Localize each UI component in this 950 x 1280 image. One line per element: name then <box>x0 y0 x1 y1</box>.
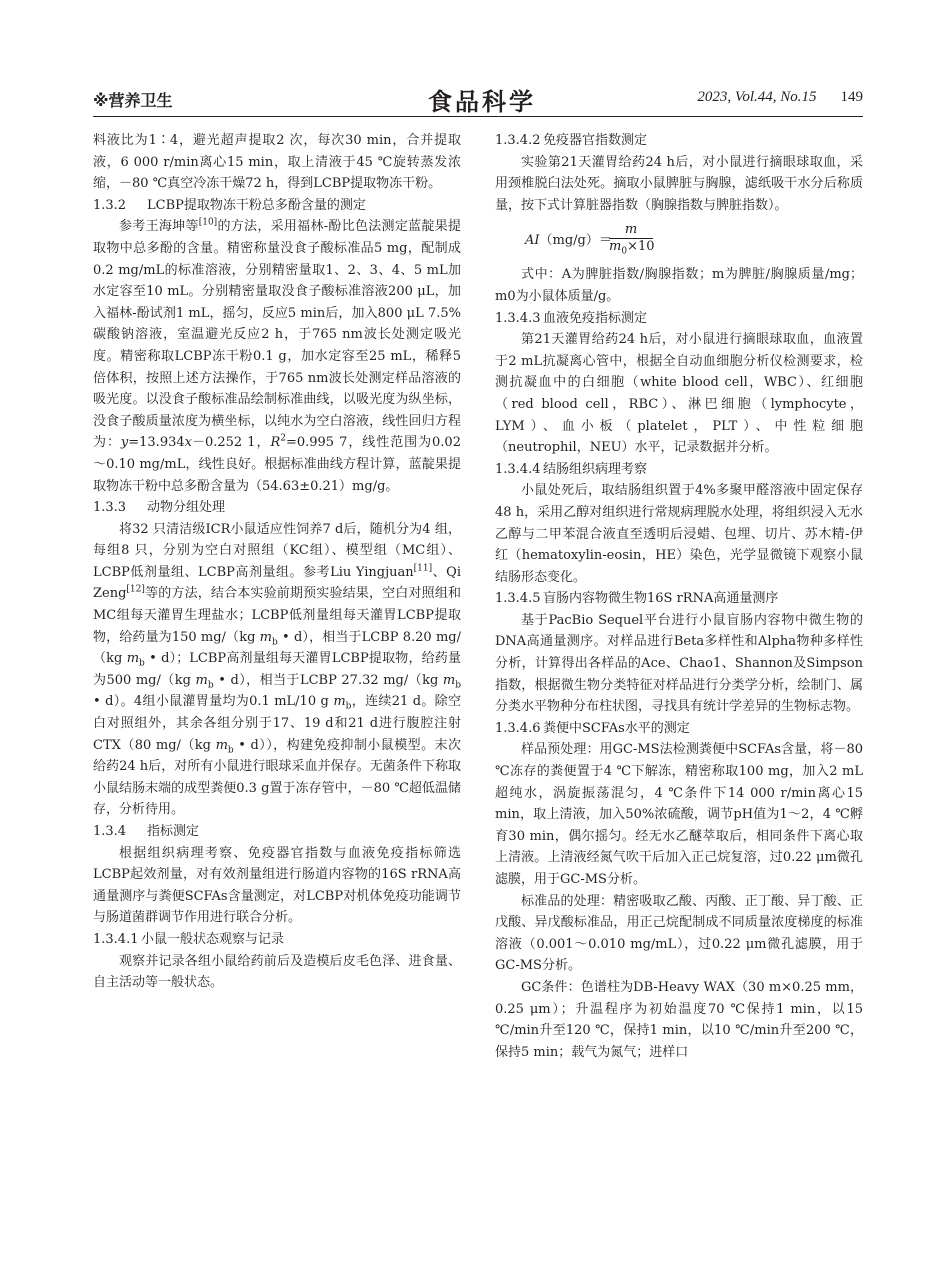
text-run: 、Qi Zeng <box>93 564 461 602</box>
text-run: （mg/g）＝ <box>539 233 612 249</box>
section-heading-1-3-2 <box>93 195 461 217</box>
heading-text: 盲肠内容物微生物16S rRNA高通量测序 <box>543 591 779 607</box>
paragraph: 小鼠处死后，取结肠组织置于4%多聚甲醛溶液中固定保存48 h，采用乙醇对组织进行常规病理脱水处理，将组织浸入无水乙醇与二甲苯混合液直至透明后浸蜡、包埋、切片、苏木精-伊红（hematoxylin-eosin，HE）染色，光学显微镜下观察小鼠结肠形态变化。 <box>495 483 863 585</box>
text-run: • d）。4组小鼠灌胃量均为0.1 mL/10 g <box>93 694 334 710</box>
text-run: • d），相当于LCBP 8.20 mg/（kg <box>93 629 461 667</box>
var-x: x <box>184 435 192 451</box>
paragraph: 样品预处理：用GC-MS法检测粪便中SCFAs含量，将－80 ℃冻存的粪便置于4 ℃下解冻，精密称取100 mg，加入2 mL超纯水，涡旋振荡混匀，4 ℃条件下14 000 r/min离心15 min，取上清液，加入50%浓硫酸，调节pH值为1～2，4 ℃孵育30 min，偶尔摇匀。经无水乙醚萃取后，相同条件下离心取上清液。上清液经氮气吹干后加入正己烷复溶，过0.22 μm微孔滤膜，用于GC-MS分析。 <box>495 742 863 887</box>
heading-number: 1.3.4.6 <box>495 720 541 736</box>
citation: [12] <box>126 585 145 596</box>
citation: [11] <box>413 563 433 574</box>
volume-info: 2023, Vol.44, No.15 <box>697 89 817 105</box>
text-run: 将32 只清洁级ICR小鼠适应性饲养7 d后，随机分为4 组，每组8 只，分别为空白对照组（KC组）、模型组（MC组）、LCBP低剂量组、LCBP高剂量组。参考Liu Yingjuan <box>93 521 461 580</box>
paragraph: 实验第21天灌胃给药24 h后，对小鼠进行摘眼球取血，采用颈椎脱臼法处死。摘取小鼠脾脏与胸腺，滤纸吸干水分后称质量，按下式计算脏器指数（胸腺指数与脾脏指数）。 <box>495 154 863 213</box>
subscript: 0 <box>621 246 628 257</box>
var-y: y <box>120 435 129 451</box>
text-run: 等的方法，结合本实验前期预实验结果，空白对照组和MC组每天灌胃生理盐水；LCBP低剂量组每天灌胃LCBP提取物，给药量为150 mg/（kg <box>93 586 461 645</box>
text-run: • d）），构建免疫抑制小鼠模型。末次给药24 h后，对所有小鼠进行眼球采血并保存。无菌条件下称取小鼠结肠末端的成型粪便0.3 g置于冻存管中，－80 ℃超低温储存，分析待用。 <box>93 737 461 818</box>
section-heading-1-3-4-1 <box>93 929 461 951</box>
heading-text: 指标测定 <box>147 824 200 839</box>
subscript: b <box>207 680 214 691</box>
header-rule <box>93 116 863 117</box>
page-header <box>93 84 863 114</box>
text-run: =13.934 <box>128 435 185 451</box>
paragraph: 根据组织病理考察、免疫器官指数与血液免疫指标筛选LCBP起效剂量，对有效剂量组进行肠道内容物的16S rRNA高通量测序与粪便SCFAs含量测定，对LCBP对机体免疫功能调节与肠道菌群调节作用进行联合分析。 <box>93 845 461 926</box>
heading-text: 结肠组织病理考察 <box>543 461 648 477</box>
heading-text: LCBP提取物冻干粉总多酚含量的测定 <box>147 197 366 213</box>
heading-text: 小鼠一般状态观察与记录 <box>141 931 285 947</box>
heading-text: 血液免疫指标测定 <box>543 310 648 326</box>
section-heading-1-3-4-3 <box>495 308 863 330</box>
citation: [10] <box>198 218 218 229</box>
section-heading-1-3-4-4 <box>495 459 863 481</box>
paragraph: 式中：A为脾脏指数/胸腺指数；m为脾脏/胸腺质量/mg；m0为小鼠体质量/g。 <box>495 267 863 304</box>
var-m: m <box>333 694 346 710</box>
heading-number: 1.3.3 <box>93 500 127 516</box>
right-column <box>495 130 863 1063</box>
section-heading-1-3-4-5 <box>495 588 863 610</box>
journal-title: 食品科学 <box>428 88 536 116</box>
paragraph: 第21天灌胃给药24 h后，对小鼠进行摘眼球取血，血液置于2 mL抗凝离心管中，根据全自动血细胞分析仪检测要求，检测抗凝血中的白细胞（white blood cell，WBC）、红细胞（red blood cell，RBC）、淋巴细胞（lymphocyte，LYM）、血小板（platelet，PLT）、中性粒细胞（neutrophil，NEU）水平，记录数据并分析。 <box>495 332 863 456</box>
text-run: • d）；LCBP高剂量组每天灌胃LCBP提取物，给药量为500 mg/（kg <box>93 651 461 688</box>
var-m: m <box>126 651 140 667</box>
text-run: 参考王海坤等 <box>119 219 199 235</box>
subscript: b <box>272 637 278 648</box>
subscript: b <box>227 745 234 756</box>
organ-index-formula <box>525 222 863 258</box>
text-run: =0.995 7，线性范围为0.02～0.10 mg/mL，线性良好。根据标准曲线方程计算，蓝靛果提取物冻干粉中总多酚含量为（54.63±0.21）mg/g。 <box>93 435 461 494</box>
var-m: m <box>442 672 456 688</box>
text-run: ×10 <box>627 239 655 255</box>
text-run: 的方法，采用福林-酚比色法测定蓝靛果提取物中总多酚的含量。精密称量没食子酸标准品5 mg，配制成0.2 mg/mL的标准溶液，分别精密量取1、2、3、4、5 mL加水定容至10 mL。分别精密量取没食子酸标准溶液200 μL，加入福林-酚试剂1 mL，摇匀，反应5 min后，加入800 μL 7.5%碳酸钠溶液，室温避光反应2 h，于765 nm波长处测定吸光度。精密称取LCBP冻干粉0.1 g，加水定容至25 mL，稀释5 倍体积，按照上述方法操作，于765 nm波长处测定样品溶液的吸光度。以没食子酸标准品绘制标准曲线，以吸光度为纵坐标，没食子酸质量浓度为横坐标，以纯水为空白溶液，线性回归方程为： <box>93 219 461 451</box>
text-run: ，连续21 d。除空白对照组外，其余各组分别于17、19 d和21 d进行腹腔注射CTX（80 mg/（kg <box>93 694 461 753</box>
var-m: m <box>259 629 272 645</box>
var-m: m <box>215 737 228 753</box>
formula-fraction <box>609 222 653 255</box>
heading-number: 1.3.4.4 <box>495 461 541 477</box>
heading-number: 1.3.4.2 <box>495 133 541 148</box>
heading-text: 粪便中SCFAs水平的测定 <box>543 720 690 736</box>
page-number: 149 <box>840 89 863 105</box>
left-column <box>93 130 461 994</box>
heading-number: 1.3.4 <box>93 824 127 839</box>
section-label: ※营养卫生 <box>93 91 173 110</box>
section-heading-1-3-4 <box>93 821 461 843</box>
subscript: b <box>455 680 461 691</box>
paragraph: 基于PacBio Sequel平台进行小鼠盲肠内容物中微生物的DNA高通量测序。对样品进行Beta多样性和Alpha物种多样性分析，计算得出各样品的Ace、Chao1、Shannon及Simpson指数，根据微生物分类特征对样品进行分类学分析，绘制门、属分类水平物种分布柱状图，寻找具有统计学差异的生物标志物。 <box>495 612 863 715</box>
paragraph: 观察并记录各组小鼠给药前后及造模后皮毛色泽、进食量、自主活动等一般状态。 <box>93 953 461 991</box>
formula-lhs <box>525 230 612 252</box>
heading-text: 动物分组处理 <box>147 500 226 516</box>
numerator: m <box>609 222 653 239</box>
heading-number: 1.3.4.3 <box>495 310 541 326</box>
var-m: m <box>195 672 208 688</box>
paragraph <box>93 519 461 821</box>
subscript: b <box>139 658 145 669</box>
text-run: • d），相当于LCBP 27.32 mg/（kg <box>213 672 443 688</box>
paragraph: 标准品的处理：精密吸取乙酸、丙酸、正丁酸、异丁酸、正戊酸、异戊酸标准品，用正己烷配制成不同质量浓度梯度的标准溶液（0.001～0.010 mg/mL），过0.22 μm微孔滤膜，用于GC-MS分析。 <box>495 893 863 974</box>
var-r: R <box>270 435 281 451</box>
heading-number: 1.3.4.1 <box>93 931 139 947</box>
subscript: b <box>345 702 352 713</box>
var-m: m <box>609 239 622 255</box>
section-heading-1-3-3 <box>93 497 461 519</box>
text-run: －0.252 1， <box>191 435 271 451</box>
var-ai: AI <box>525 233 540 249</box>
heading-number: 1.3.4.5 <box>495 591 541 607</box>
section-heading-1-3-4-6 <box>495 718 863 740</box>
paragraph: 料液比为1∶4，避光超声提取2 次，每次30 min，合并提取液，6 000 r/min离心15 min，取上清液于45 ℃旋转蒸发浓缩，－80 ℃真空冷冻干燥72 h，得到LCBP提取物冻干粉。 <box>93 133 461 192</box>
paragraph: GC条件：色谱柱为DB-Heavy WAX（30 m×0.25 mm，0.25 μm）；升温程序为初始温度70 ℃保持1 min，以15 ℃/min升至120 ℃，保持1 min，以10 ℃/min升至200 ℃，保持5 min；载气为氮气；进样口 <box>495 979 863 1060</box>
heading-text: 免疫器官指数测定 <box>543 133 648 148</box>
superscript: 2 <box>280 433 286 444</box>
section-heading-1-3-4-2 <box>495 130 863 152</box>
paragraph <box>93 216 461 497</box>
denominator <box>609 239 653 255</box>
heading-number: 1.3.2 <box>93 197 127 213</box>
issue-info <box>697 89 863 106</box>
